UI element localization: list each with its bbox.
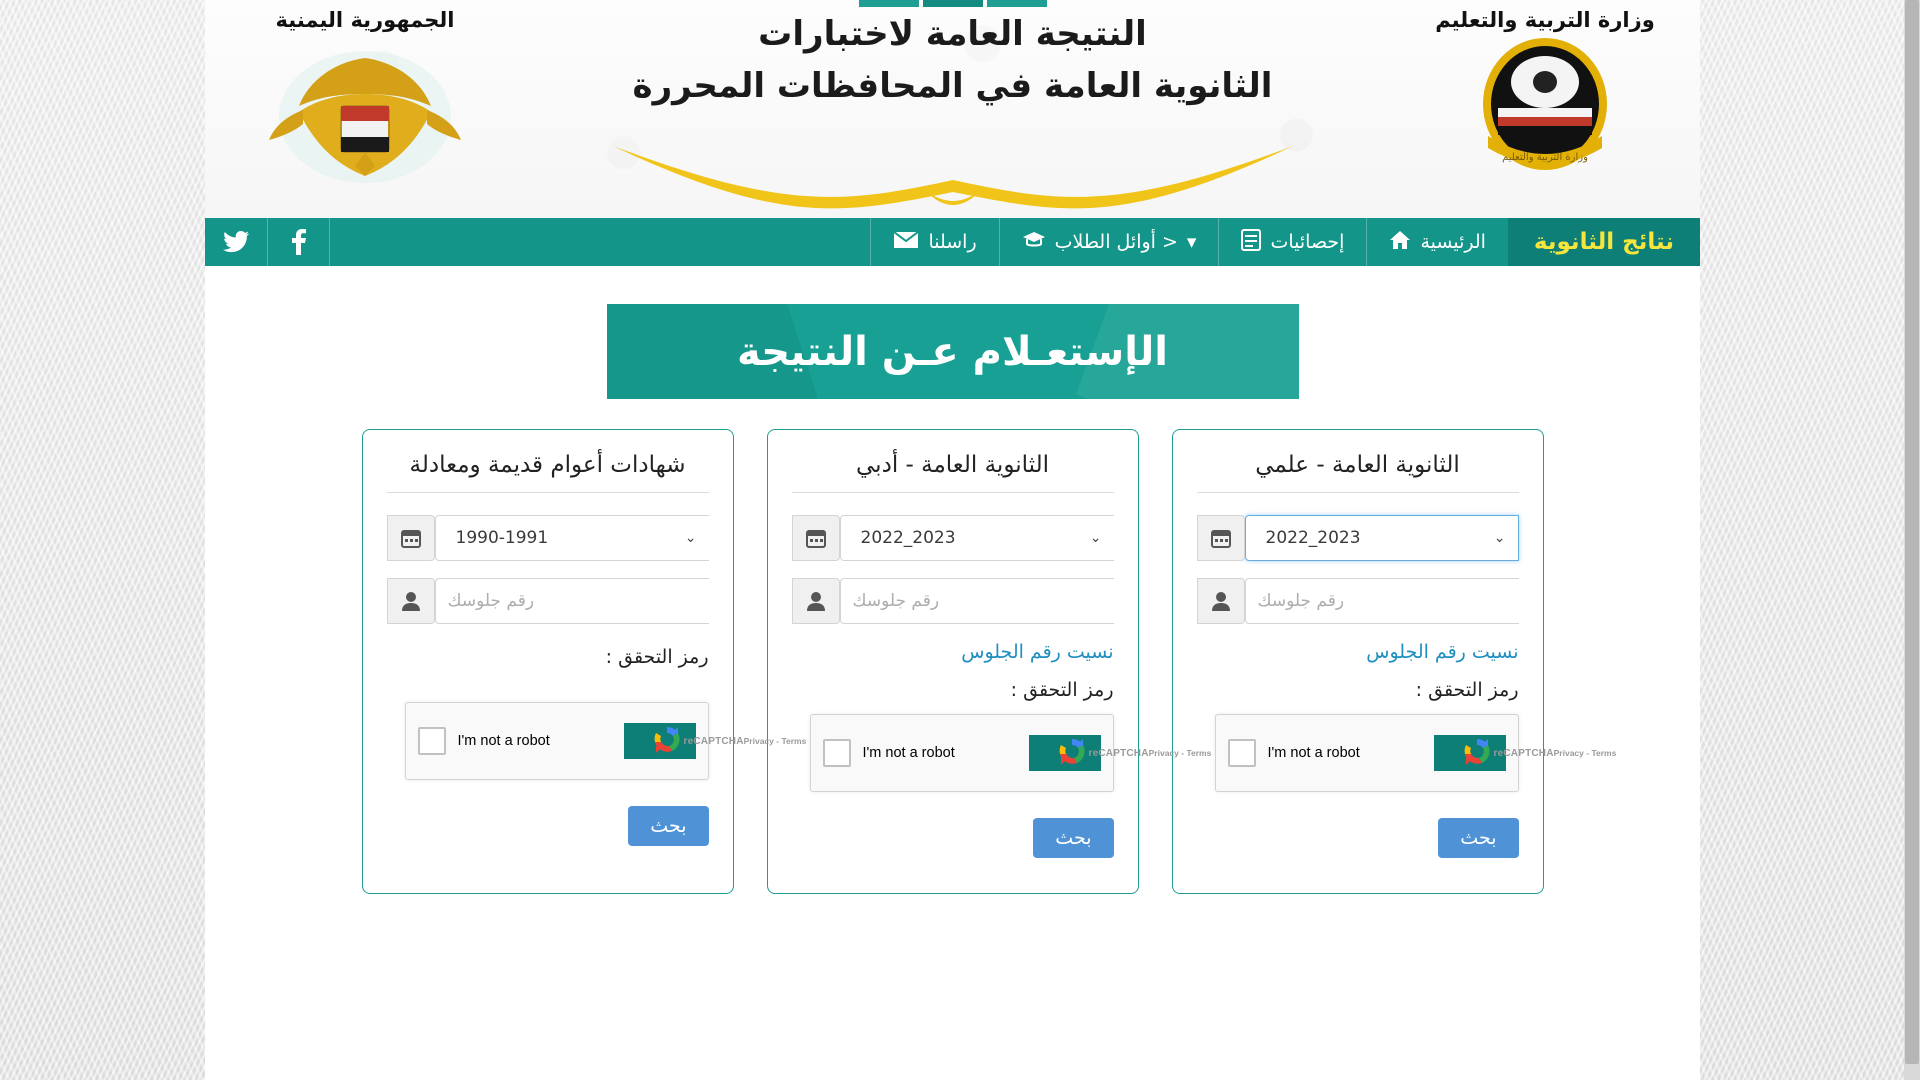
nav-item-top-students[interactable] [999, 218, 1219, 266]
seat-number-input-scientific[interactable] [1245, 578, 1519, 624]
forgot-seat-link-literary[interactable]: نسيت رقم الجلوس [961, 641, 1114, 663]
seat-number-placeholder: رقم جلوسك [1257, 591, 1345, 611]
nav-item-label: الرئيسية [1420, 231, 1486, 253]
recaptcha-legal: Privacy - Terms [1148, 748, 1212, 758]
banner-title-line2: الثانوية العامة في المحافظات المحررة [632, 66, 1273, 106]
captcha-label: رمز التحقق : [605, 646, 709, 668]
home-icon [1389, 230, 1411, 255]
banner-tab-2 [923, 0, 983, 7]
card-title: شهادات أعوام قديمة ومعادلة [387, 452, 709, 493]
eagle-emblem-icon [245, 32, 485, 192]
ministry-logo [1430, 8, 1660, 193]
twitter-icon[interactable] [205, 218, 267, 266]
calendar-icon [1197, 515, 1245, 561]
recaptcha-brand-name: reCAPTCHA [1493, 747, 1554, 759]
window-scrollbar-track[interactable] [1904, 0, 1920, 1080]
banner-tab-1 [987, 0, 1047, 7]
chevron-down-icon: ▾ [1186, 231, 1197, 253]
recaptcha-widget-literary[interactable] [810, 714, 1212, 792]
republic-emblem [245, 6, 485, 196]
section-title-ribbon [607, 304, 1299, 399]
seat-field-group-old [387, 578, 709, 624]
year-field-group-literary [792, 515, 1114, 561]
recaptcha-checkbox[interactable] [418, 727, 446, 755]
nav-item-label: إحصائيات [1270, 231, 1345, 253]
card-title: الثانوية العامة - علمي [1197, 452, 1519, 493]
seat-field-group-literary [792, 578, 1114, 624]
page-title: الإستعـلام عـن النتيجة [737, 328, 1168, 375]
card-scientific [1172, 429, 1617, 894]
search-row-scientific [1197, 818, 1519, 858]
recaptcha-checkbox[interactable] [1228, 739, 1256, 767]
calendar-icon [387, 515, 435, 561]
main-navigation [205, 218, 1700, 266]
site-banner [205, 0, 1700, 218]
user-icon [387, 578, 435, 624]
year-field-group-scientific [1197, 515, 1519, 561]
nav-item-home[interactable] [1366, 218, 1507, 266]
ministry-label: وزارة التربية والتعليم [1435, 8, 1655, 32]
banner-tab-3 [859, 0, 919, 7]
recaptcha-logo-icon [650, 723, 684, 757]
search-button-scientific[interactable]: بحث [1438, 818, 1518, 858]
ministry-seal-icon [1430, 32, 1660, 182]
user-icon [1197, 578, 1245, 624]
banner-swoosh-decoration [603, 140, 1303, 210]
recaptcha-branding [624, 723, 807, 759]
search-button-literary[interactable]: بحث [1033, 818, 1113, 858]
recaptcha-brand-name: reCAPTCHA [683, 735, 744, 747]
seat-number-input-old[interactable] [435, 578, 709, 624]
card-old-equivalent [362, 429, 807, 894]
site-brand[interactable]: نتائج الثانوية [1508, 218, 1700, 266]
year-field-group-old [387, 515, 709, 561]
seat-number-input-literary[interactable] [840, 578, 1114, 624]
recaptcha-brand-name: reCAPTCHA [1088, 747, 1149, 759]
mail-icon [893, 231, 919, 254]
republic-label: الجمهورية اليمنية [275, 8, 455, 32]
banner-top-tabs [859, 0, 1047, 7]
chevron-down-icon: ⌄ [1089, 530, 1102, 546]
nav-item-contact[interactable] [870, 218, 998, 266]
section-title-wrap [205, 304, 1700, 399]
nav-item-statistics[interactable] [1218, 218, 1366, 266]
recaptcha-branding [1434, 735, 1617, 771]
year-select-old[interactable] [435, 515, 709, 561]
result-inquiry-page [205, 0, 1700, 1080]
captcha-label: رمز التحقق : [1415, 679, 1519, 701]
recaptcha-widget-old[interactable] [405, 702, 807, 780]
seat-number-placeholder: رقم جلوسك [852, 591, 940, 611]
seat-field-group-scientific [1197, 578, 1519, 624]
year-select-value: 2023_2022 [860, 528, 956, 548]
search-button-old[interactable]: بحث [628, 806, 708, 846]
search-row-literary [792, 818, 1114, 858]
nav-item-label: راسلنا [928, 231, 977, 253]
year-select-scientific[interactable] [1245, 515, 1519, 561]
chart-icon [1241, 229, 1261, 256]
card-literary [767, 429, 1212, 894]
forgot-seat-link-scientific[interactable]: نسيت رقم الجلوس [1366, 641, 1519, 663]
year-select-literary[interactable] [840, 515, 1114, 561]
recaptcha-logo-icon [1055, 735, 1089, 769]
window-scrollbar-thumb[interactable] [1905, 0, 1919, 1064]
recaptcha-label: I'm not a robot [1267, 745, 1360, 761]
recaptcha-legal: Privacy - Terms [1553, 748, 1617, 758]
nav-item-label: < أوائل الطلاب [1054, 231, 1178, 253]
year-select-value: 1990-1991 [455, 528, 549, 548]
card-title: الثانوية العامة - أدبي [792, 452, 1114, 493]
calendar-icon [792, 515, 840, 561]
seat-number-placeholder: رقم جلوسك [447, 591, 535, 611]
svg-text:وزارة التربية والتعليم: وزارة التربية والتعليم [1502, 152, 1588, 163]
recaptcha-logo-icon [1460, 735, 1494, 769]
search-row-old [387, 806, 709, 846]
recaptcha-label: I'm not a robot [862, 745, 955, 761]
desktop-background-left [0, 0, 205, 1080]
recaptcha-checkbox[interactable] [823, 739, 851, 767]
captcha-label: رمز التحقق : [1010, 679, 1114, 701]
recaptcha-widget-scientific[interactable] [1215, 714, 1617, 792]
recaptcha-branding [1029, 735, 1212, 771]
banner-title-line1: النتيجة العامة لاختبارات [758, 14, 1147, 54]
nav-spacer [329, 218, 870, 266]
user-icon [792, 578, 840, 624]
chevron-down-icon: ⌄ [1493, 530, 1506, 546]
inquiry-cards [205, 429, 1700, 894]
graduate-icon [1022, 230, 1046, 255]
year-select-value: 2023_2022 [1265, 528, 1361, 548]
facebook-icon[interactable] [267, 218, 329, 266]
recaptcha-label: I'm not a robot [457, 733, 550, 749]
recaptcha-legal: Privacy - Terms [743, 736, 807, 746]
chevron-down-icon: ⌄ [684, 530, 697, 546]
